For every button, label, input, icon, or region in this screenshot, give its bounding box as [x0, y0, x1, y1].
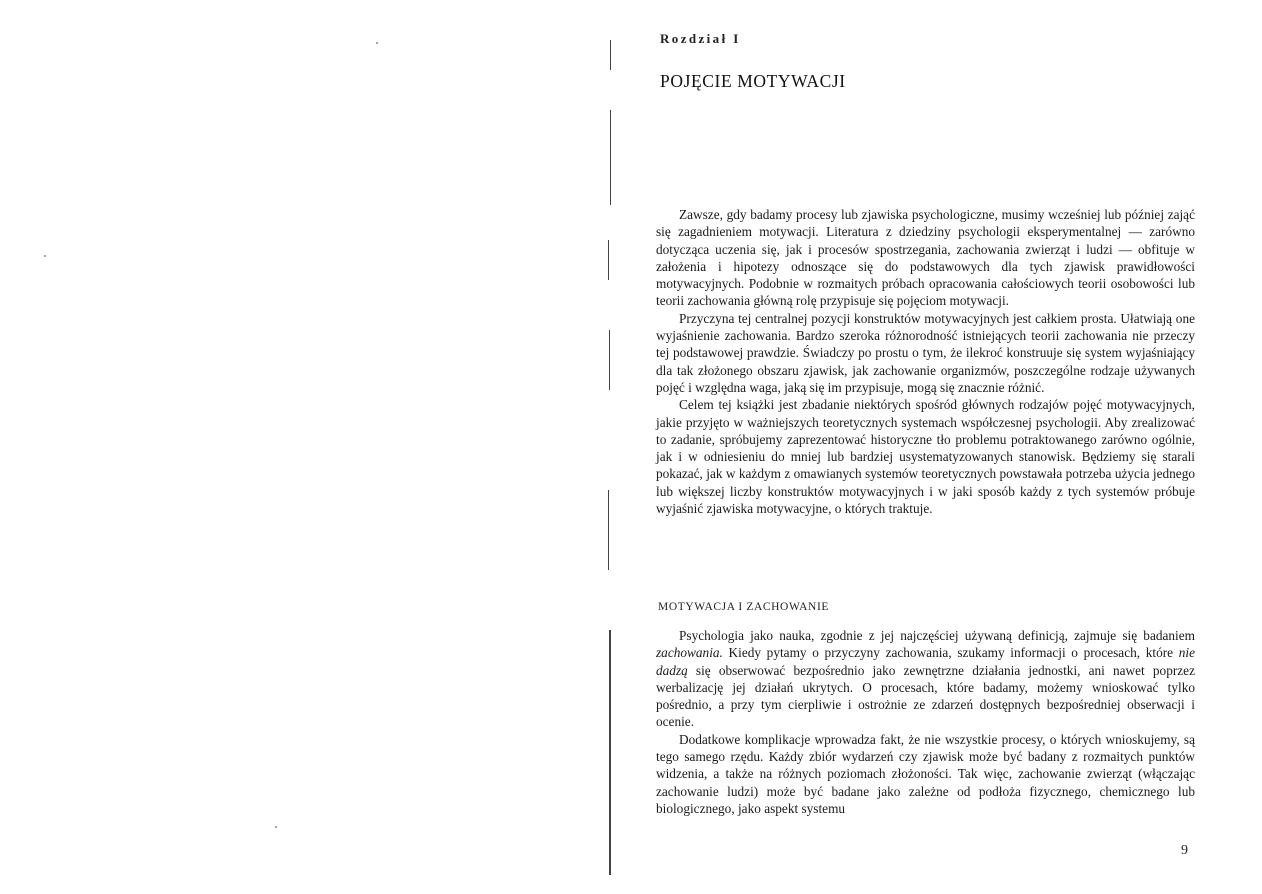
text-run: Psychologia jako nauka, zgodnie z jej najczęściej używaną definicją, zajmuje się badaniem	[679, 628, 1195, 643]
text-run: się obserwować bezpośrednio jako zewnętrzne działania jednostki, ani nawet poprzez werbalizację jej działań ukrytych. O procesach, które badamy, możemy wnioskować tylko pośrednio, a przy tym cierpliwie i ostrożnie ze zdarzeń dostępnych bezpośredniej obserwacji i ocenie.	[656, 662, 1195, 730]
paragraph: Przyczyna tej centralnej pozycji konstruktów motywacyjnych jest całkiem prosta. Ułatwiają one wyjaśnienie zachowania. Bardzo szeroka różnorodność istniejących teorii zachowania nie przeczy tej podstawowej prawdzie. Świadczy po prostu o tym, że ilekroć konstruuje się system wyjaśniający dla tak złożonego obszaru zjawisk, jak zachowanie organizmów, poszczególne rodzaje używanych pojęć i względna waga, jaką się im przypisuje, mogą się znacznie różnić.	[656, 310, 1195, 395]
gutter-line	[610, 40, 611, 70]
scan-speck	[376, 42, 378, 44]
gutter-line	[609, 330, 610, 390]
paragraph	[656, 627, 1195, 731]
gutter-line	[608, 240, 609, 280]
gutter-line	[609, 630, 611, 875]
paragraph: Zawsze, gdy badamy procesy lub zjawiska psychologiczne, musimy wcześniej lub później zająć się zagadnieniem motywacji. Literatura z dziedziny psychologii eksperymentalnej — zarówno dotycząca uczenia się, jak i procesów spostrzegania, zachowania zwierząt i ludzi — obfituje w założenia i hipotezy odnoszące się do podstawowych dla tych zjawisk prawidłowości motywacyjnych. Podobnie w rozmaitych próbach opracowania całościowych teorii osobowości lub teorii zachowania główną rolę przypisuje się pojęciom motywacji.	[656, 207, 1195, 309]
gutter-line	[610, 110, 611, 205]
section-text-block	[656, 627, 1195, 817]
emphasis: nie dadzą	[656, 645, 1195, 678]
book-gutter	[606, 30, 618, 880]
gutter-line	[608, 490, 609, 570]
emphasis: zachowania.	[656, 645, 723, 661]
chapter-title: POJĘCIE MOTYWACJI	[660, 71, 846, 91]
chapter-label: Rozdział I	[660, 31, 741, 46]
page-number: 9	[1181, 843, 1188, 858]
book-page-right	[656, 0, 1201, 894]
paragraph: Dodatkowe komplikacje wprowadza fakt, że nie wszystkie procesy, o których wnioskujemy, są tego samego rzędu. Każdy zbiór wydarzeń czy zjawisk może być badany z rozmaitych punktów widzenia, a także na różnych poziomach złożoności. Tak więc, zachowanie zwierząt (włączając zachowanie ludzi) może być badane jako zależne od podłoża fizycznego, chemicznego lub biologicznego, jako aspekt systemu	[656, 731, 1195, 816]
intro-text-block	[656, 206, 1195, 517]
text-run: Kiedy pytamy o przyczyny zachowania, szukamy informacji o procesach, które	[722, 645, 1179, 661]
scan-speck	[275, 826, 277, 828]
section-heading: MOTYWACJA I ZACHOWANIE	[658, 601, 829, 613]
scan-speck	[44, 255, 46, 257]
paragraph: Celem tej książki jest zbadanie niektórych spośród głównych rodzajów pojęć motywacyjnych, jakie przyjęto w ważniejszych teoretycznych systemach współczesnej psychologii. Aby zrealizować to zadanie, spróbujemy zaprezentować historyczne tło problemu potraktowanego zarówno ogólnie, jak i w odniesieniu do mniej lub bardziej usystematyzowanych stanowisk. Będziemy się starali pokazać, jak w każdym z omawianych systemów teoretycznych powstawała potrzeba użycia jednego lub większej liczby konstruktów motywacyjnych i w jaki sposób każdy z tych systemów próbuje wyjaśnić zjawiska motywacyjne, o których traktuje.	[656, 397, 1195, 517]
